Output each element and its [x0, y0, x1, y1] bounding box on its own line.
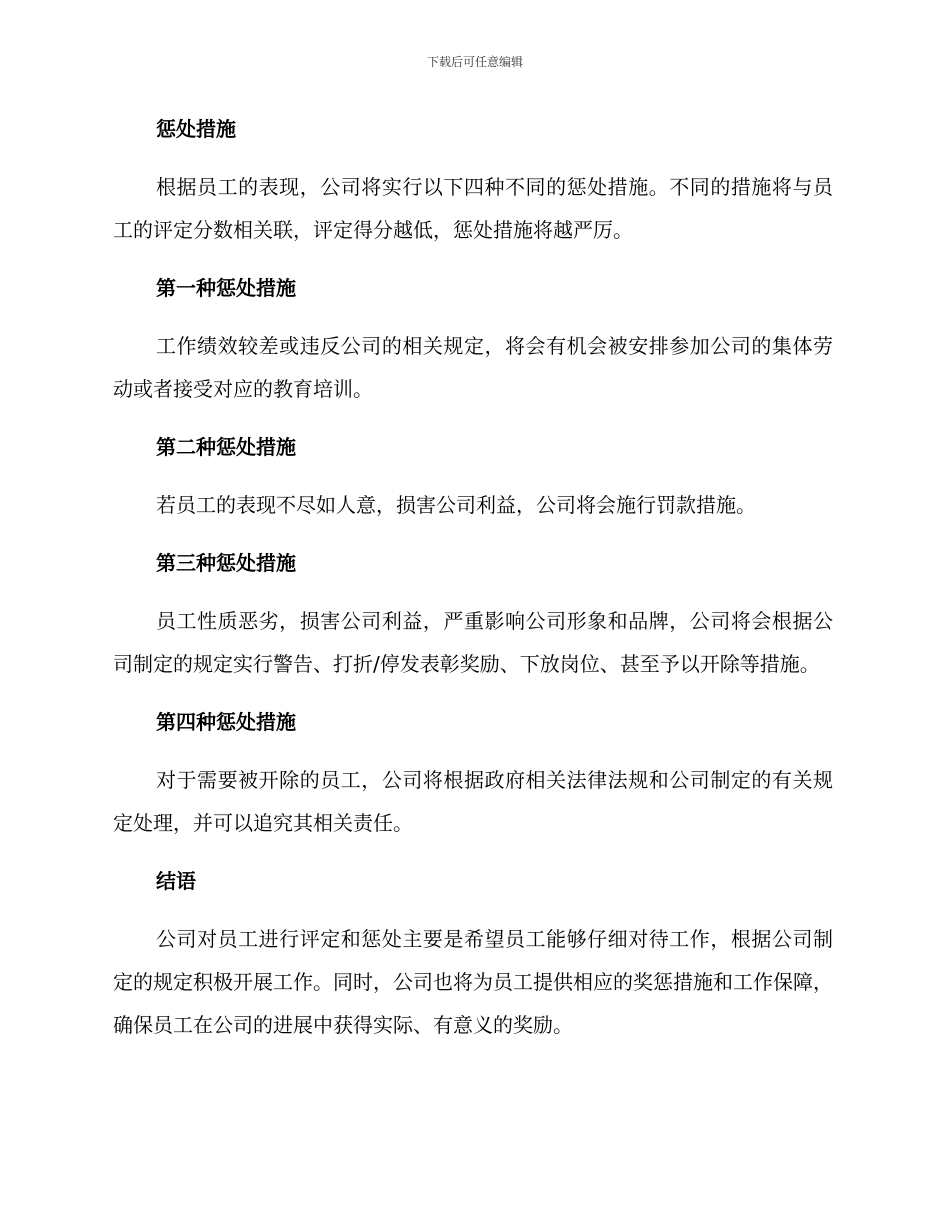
section-body-first: 工作绩效较差或违反公司的相关规定，将会有机会被安排参加公司的集体劳动或者接受对应的教育培训。	[113, 334, 833, 401]
section-body-penalties: 根据员工的表现，公司将实行以下四种不同的惩处措施。不同的措施将与员工的评定分数相关联，评定得分越低，惩处措施将越严厉。	[113, 175, 833, 242]
section-heading-third: 第三种惩处措施	[156, 551, 296, 575]
section-body-third: 员工性质恶劣，损害公司利益，严重影响公司形象和品牌，公司将会根据公司制定的规定实行警告、打折/停发表彰奖励、下放岗位、甚至予以开除等措施。	[113, 609, 833, 676]
section-heading-fourth: 第四种惩处措施	[156, 710, 296, 734]
section-heading-first: 第一种惩处措施	[156, 276, 296, 300]
section-heading-conclusion: 结语	[156, 869, 196, 893]
document-body	[113, 108, 833, 1062]
section-heading-second: 第二种惩处措施	[156, 435, 296, 459]
section-body-fourth: 对于需要被开除的员工，公司将根据政府相关法律法规和公司制定的有关规定处理，并可以追究其相关责任。	[113, 768, 833, 835]
section-body-conclusion: 公司对员工进行评定和惩处主要是希望员工能够仔细对待工作，根据公司制定的规定积极开展工作。同时，公司也将为员工提供相应的奖惩措施和工作保障，确保员工在公司的进展中获得实际、有意义的奖励。	[113, 927, 833, 1037]
section-body-second: 若员工的表现不尽如人意，损害公司利益，公司将会施行罚款措施。	[156, 493, 756, 517]
page-header: 下载后可任意编辑	[426, 55, 523, 69]
section-heading-penalties: 惩处措施	[156, 117, 236, 141]
